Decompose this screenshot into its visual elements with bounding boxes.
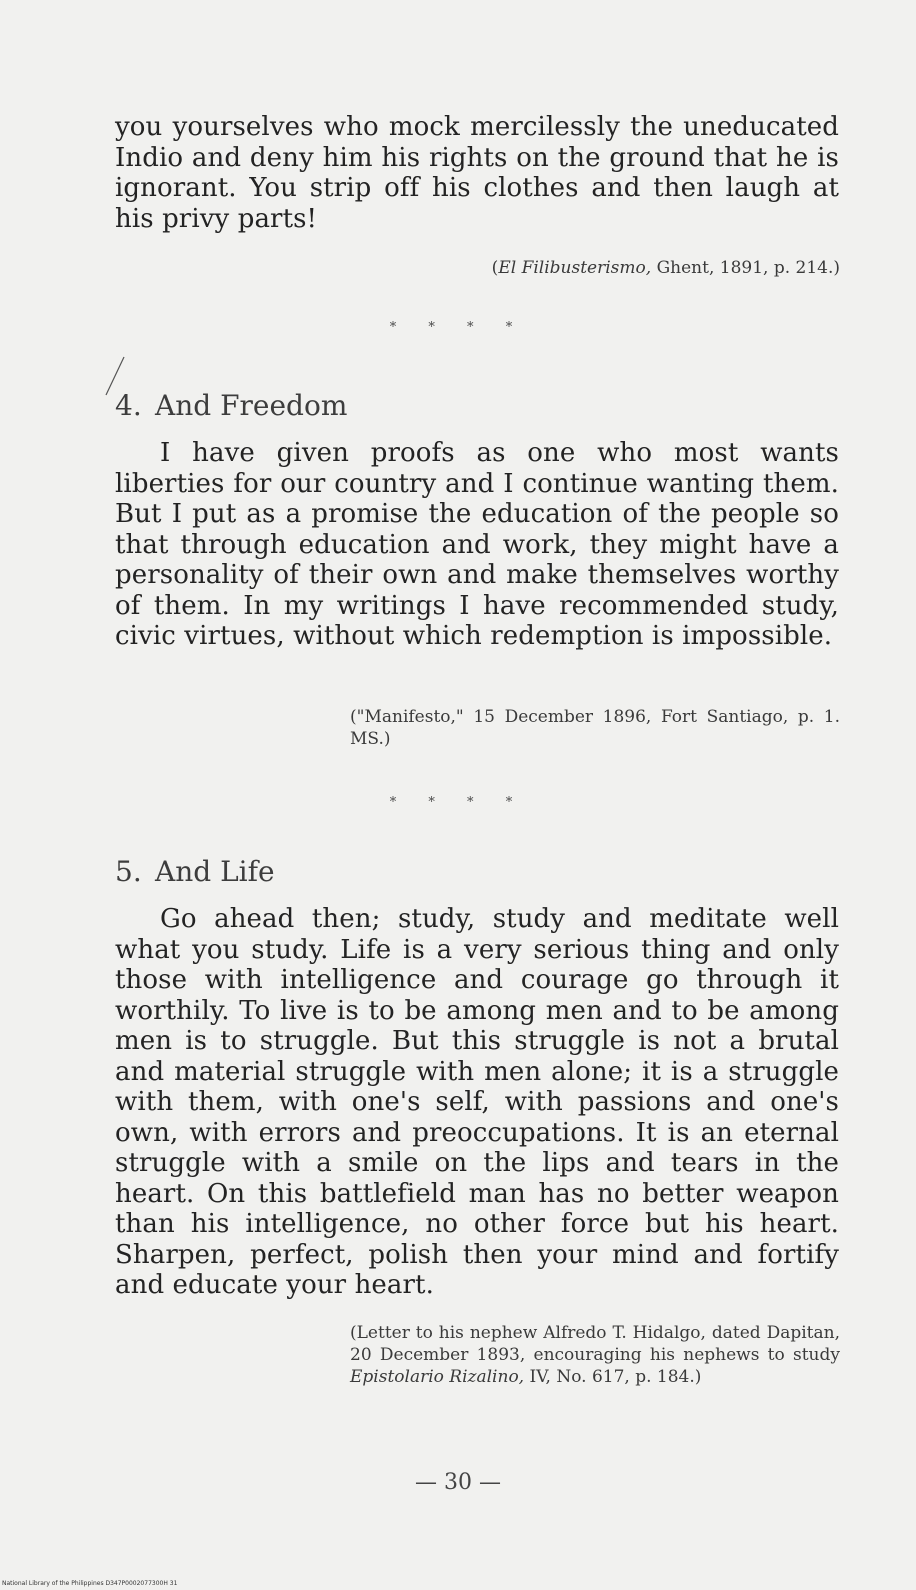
opening-citation-rest: Ghent, 1891, p. 214.) <box>651 258 840 278</box>
section-5-citation-rest: IV, No. 617, p. 184.) <box>524 1367 702 1387</box>
section-5-title: And Life <box>155 855 275 888</box>
library-footer-note: National Library of the Philippines D347P0002077300H 31 <box>2 1580 178 1587</box>
page-number: — 30 — <box>415 1470 501 1495</box>
section-5-citation-title: Epistolario Rizalino, <box>350 1367 525 1387</box>
section-4-title: And Freedom <box>155 389 348 422</box>
section-5-citation-text: (Letter to his nephew Alfredo T. Hidalgo, dated Dapitan, 20 December 1893, encouraging his nephews to study <box>350 1323 840 1365</box>
opening-citation-title: El Filibusterismo, <box>498 258 652 278</box>
section-5-citation <box>350 1322 840 1388</box>
opening-citation <box>350 257 840 279</box>
section-4-paragraph: I have given proofs as one who most wants liberties for our country and I continue wanting them. But I put as a promise the education of the people so that through education and work, they might have a personality of their own and make themselves worthy of them. In my writings I have recommended study, civic virtues, without which redemption is impossible. <box>115 438 839 651</box>
section-5-number: 5. <box>115 855 142 888</box>
section-4-number: 4. <box>115 389 142 422</box>
section-4-citation: ("Manifesto," 15 December 1896, Fort Santiago, p. 1. MS.) <box>350 707 840 749</box>
opening-paragraph: you yourselves who mock mercilessly the uneducated Indio and deny him his rights on the ground that he is ignorant. You strip off his clothes and then laugh at his privy parts! <box>115 112 839 234</box>
section-4-heading <box>115 390 347 422</box>
section-5-heading <box>115 856 275 888</box>
section-separator-1: * * * * <box>389 320 527 335</box>
opening-citation-open: ( <box>491 258 499 278</box>
section-5-paragraph: Go ahead then; study, study and meditate well what you study. Life is a very serious thing and only those with intelligence and courage go through it worthily. To live is to be among men and to be among men is to struggle. But this struggle is not a brutal and material struggle with men alone; it is a struggle with them, with one's self, with passions and one's own, with errors and preoccupations. It is an eternal struggle with a smile on the lips and tears in the heart. On this battlefield man has no better weapon than his intelligence, no other force but his heart. Sharpen, perfect, polish then your mind and fortify and educate your heart. <box>115 904 839 1300</box>
section-separator-2: * * * * <box>389 795 527 810</box>
